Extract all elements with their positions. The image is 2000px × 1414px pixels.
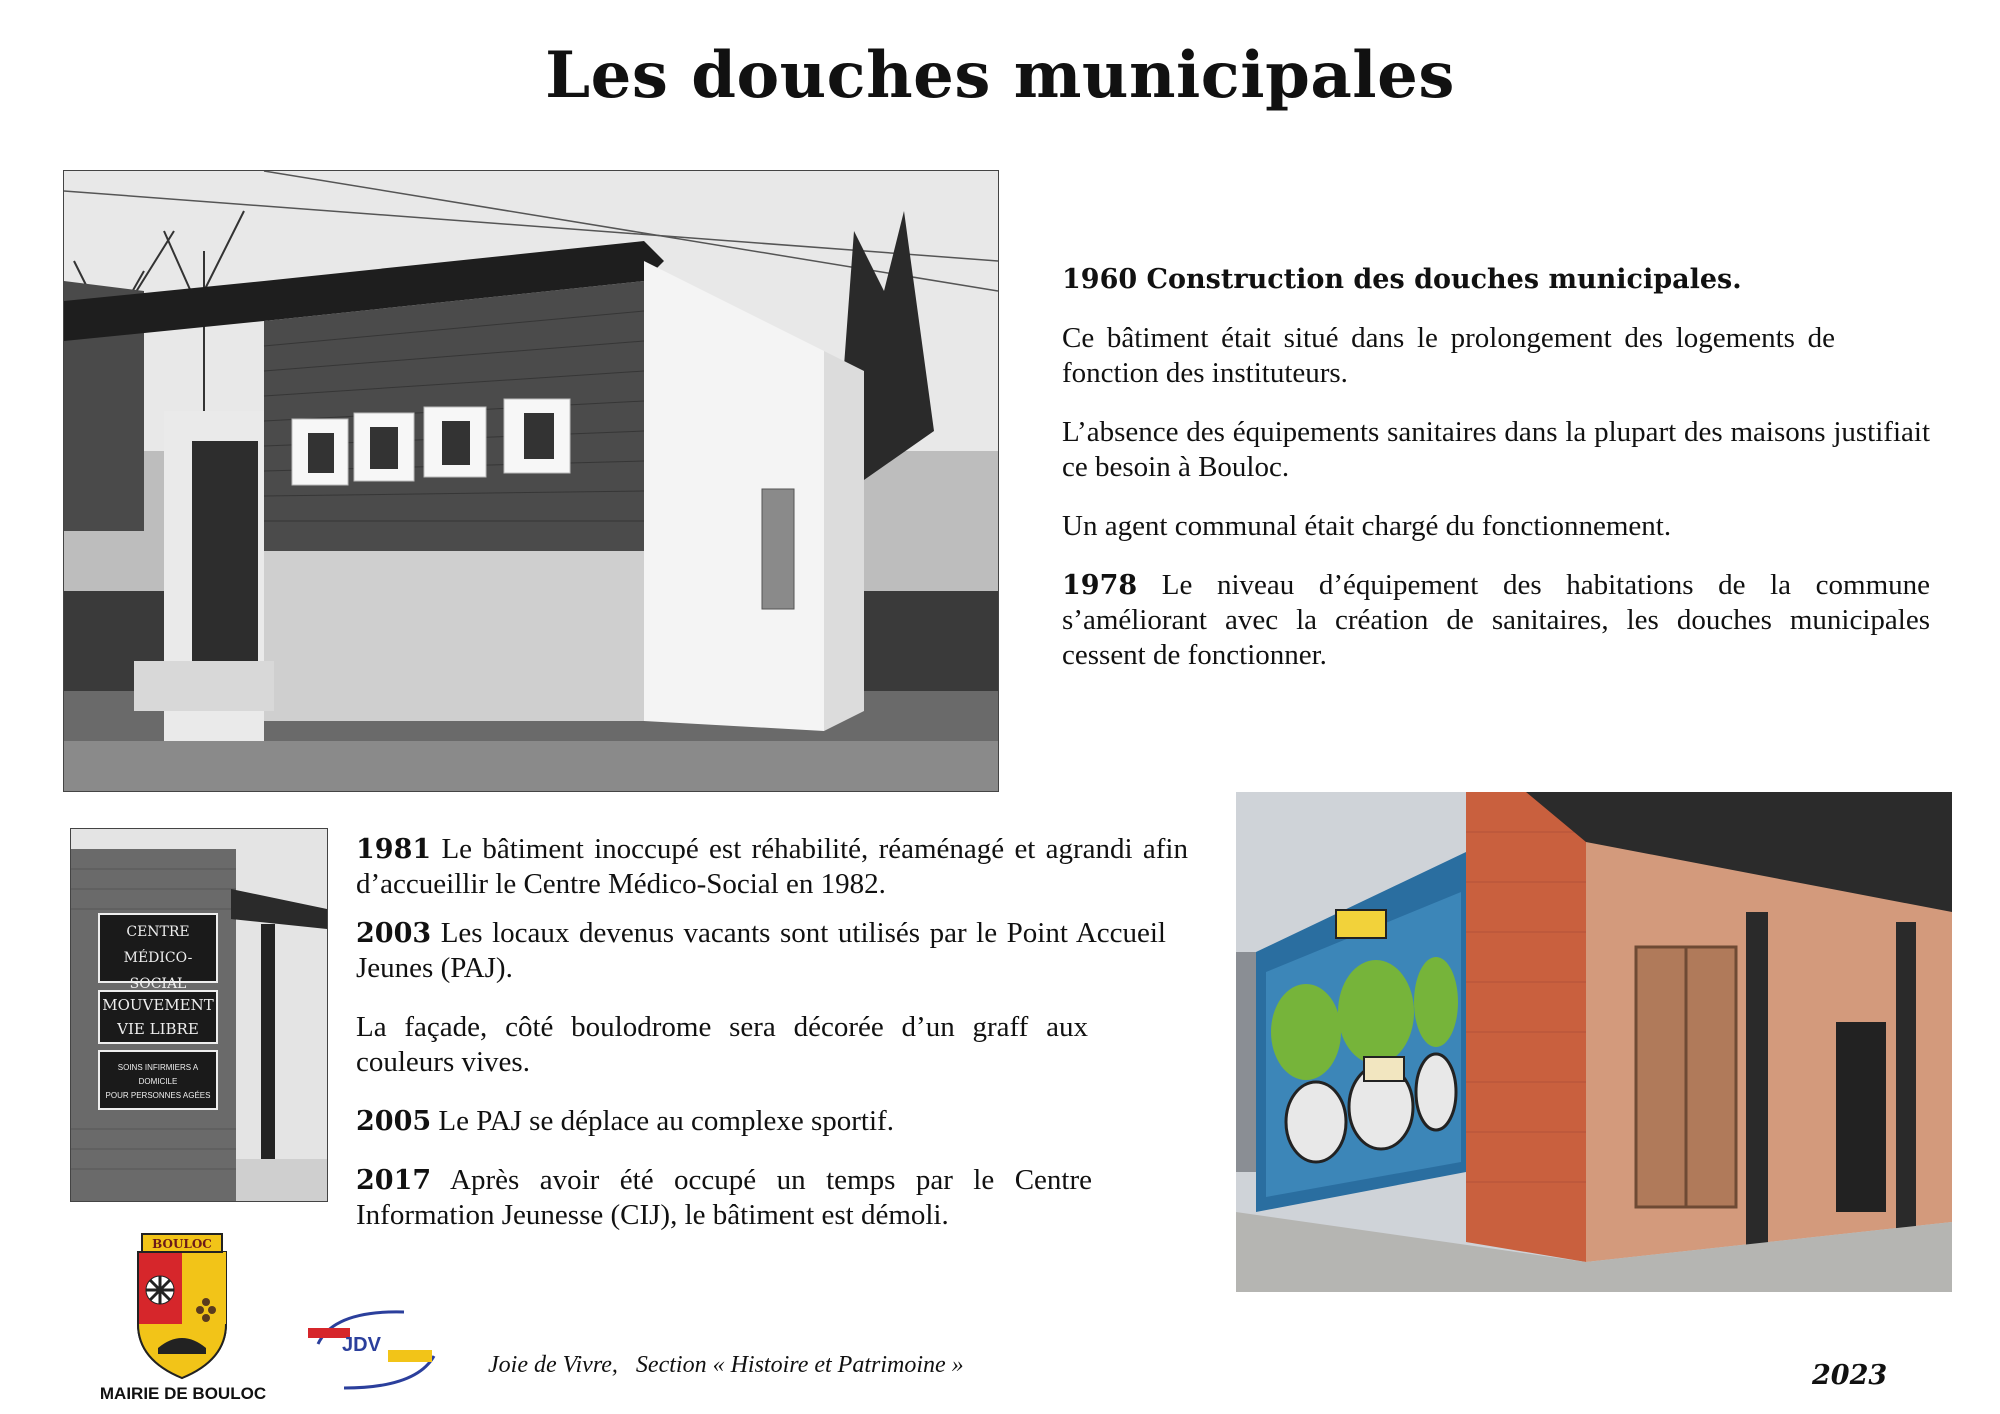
- jdv-text: JDV: [342, 1334, 381, 1356]
- footer-year: 2023: [1812, 1360, 1888, 1391]
- page-title: Les douches municipales: [545, 38, 1455, 113]
- sign-vie-libre: MOUVEMENT VIE LIBRE: [102, 996, 214, 1038]
- paragraph-2017: Après avoir été occupé un temps par le Centre Information Jeunesse (CIJ), le bâtiment est démoli.: [356, 1164, 1092, 1231]
- year-2017: 2017: [356, 1165, 432, 1196]
- footer-association: Joie de Vivre, Section « Histoire et Patrimoine »: [488, 1352, 964, 1378]
- mairie-caption: MAIRIE DE BOULOC: [99, 1384, 267, 1403]
- jdv-logo: [304, 1304, 440, 1394]
- paragraph-agent: Un agent communal était chargé du fonctionnement.: [1062, 510, 1672, 542]
- year-2003: 2003: [356, 918, 432, 949]
- year-1978: 1978: [1062, 570, 1138, 601]
- paragraph-1978: Le niveau d’équipement des habitations de la commune s’améliorant avec la création de sanitaires, les douches municipales cessent de fonctionner.: [1062, 569, 1930, 671]
- heading-1960: Construction des douches municipales.: [1137, 264, 1742, 295]
- photo-signs: [70, 828, 328, 1202]
- text-block-1981: [356, 832, 1188, 1257]
- year-2005: 2005: [356, 1106, 432, 1137]
- paragraph-need: L’absence des équipements sanitaires dans la plupart des maisons justifiait ce besoin à Bouloc.: [1062, 416, 1930, 483]
- year-1960: 1960: [1062, 264, 1138, 295]
- paragraph-location: Ce bâtiment était situé dans le prolongement des logements de fonction des instituteurs.: [1062, 322, 1835, 389]
- text-block-1960: [1062, 262, 1930, 697]
- paragraph-facade: La façade, côté boulodrome sera décorée d’un graff aux couleurs vives.: [356, 1011, 1088, 1078]
- paragraph-1981: Le bâtiment inoccupé est réhabilité, réaménagé et agrandi afin d’accueillir le Centre Médico-Social en 1982.: [356, 833, 1188, 900]
- crest-banner: BOULOC: [152, 1237, 212, 1251]
- sign-soins: SOINS INFIRMIERS A DOMICILE POUR PERSONNES AGÉES: [105, 1063, 211, 1100]
- paragraph-2003: Les locaux devenus vacants sont utilisés par le Point Accueil Jeunes (PAJ).: [356, 917, 1166, 984]
- paragraph-2005: Le PAJ se déplace au complexe sportif.: [431, 1105, 894, 1137]
- photo-1960-building: [63, 170, 999, 792]
- mairie-bouloc-crest: [128, 1232, 236, 1382]
- sign-medico-social: CENTRE MÉDICO-SOCIAL: [123, 924, 193, 992]
- year-1981: 1981: [356, 834, 432, 865]
- photo-paj-graffiti: [1236, 792, 1952, 1292]
